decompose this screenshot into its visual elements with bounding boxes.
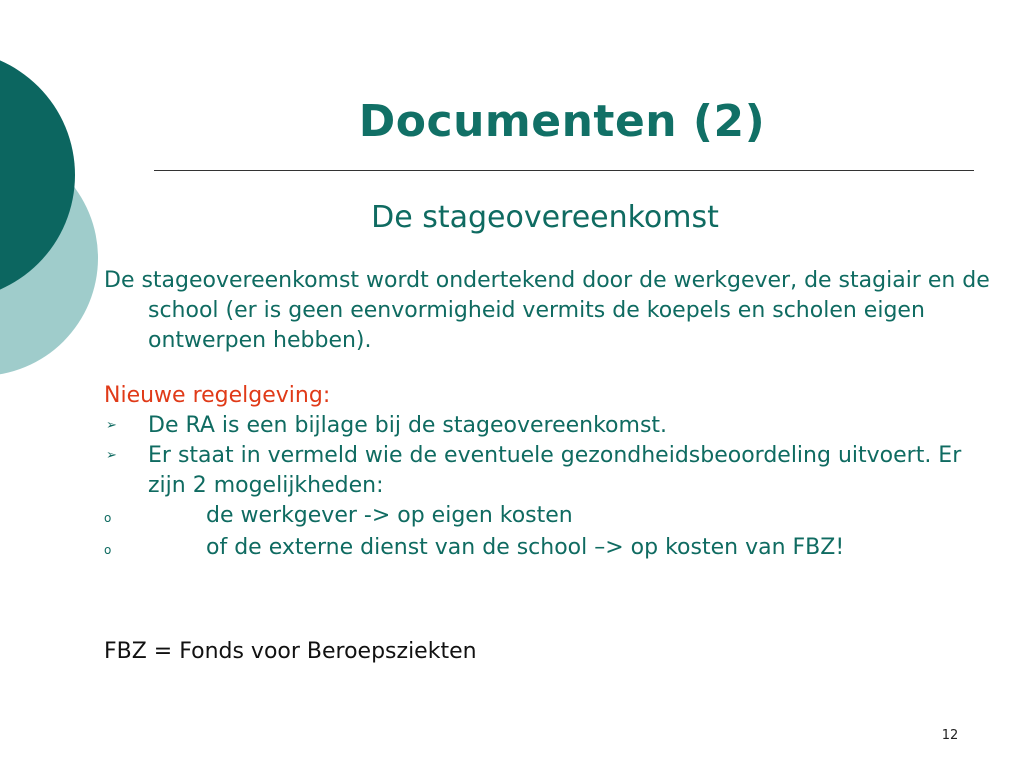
sub-bullet-text: de werkgever -> op eigen kosten	[206, 503, 573, 528]
bullet-item	[104, 411, 1004, 441]
slide-title: Documenten (2)	[358, 96, 766, 147]
slide-body	[104, 266, 1004, 689]
footnote: FBZ = Fonds voor Beroepsziekten	[104, 639, 477, 664]
sub-bullet-item	[104, 533, 1004, 565]
sub-bullet-text: of de externe dienst van de school –> op kosten van FBZ!	[206, 535, 845, 560]
arrow-bullet-icon: ➢	[106, 448, 117, 463]
bullet-item	[104, 441, 1004, 501]
new-rules-heading: Nieuwe regelgeving:	[104, 383, 331, 408]
circle-bullet-icon: o	[104, 543, 112, 557]
page-number: 12	[941, 728, 959, 743]
title-divider	[154, 170, 974, 171]
arrow-bullet-icon: ➢	[106, 418, 117, 433]
slide-subtitle: De stageovereenkomst	[371, 200, 719, 235]
sub-bullet-item	[104, 501, 1004, 533]
bullet-text: De RA is een bijlage bij de stageovereenkomst.	[148, 413, 668, 438]
decorative-circles	[0, 0, 120, 420]
bullet-text: Er staat in vermeld wie de eventuele gezondheidsbeoordeling uitvoert. Er zijn 2 mogelijkheden:	[148, 443, 962, 498]
intro-paragraph: De stageovereenkomst wordt ondertekend door de werkgever, de stagiair en de school (er is geen eenvormigheid vermits de koepels en scholen eigen ontwerpen hebben).	[104, 268, 990, 353]
circle-bullet-icon: o	[104, 511, 112, 525]
